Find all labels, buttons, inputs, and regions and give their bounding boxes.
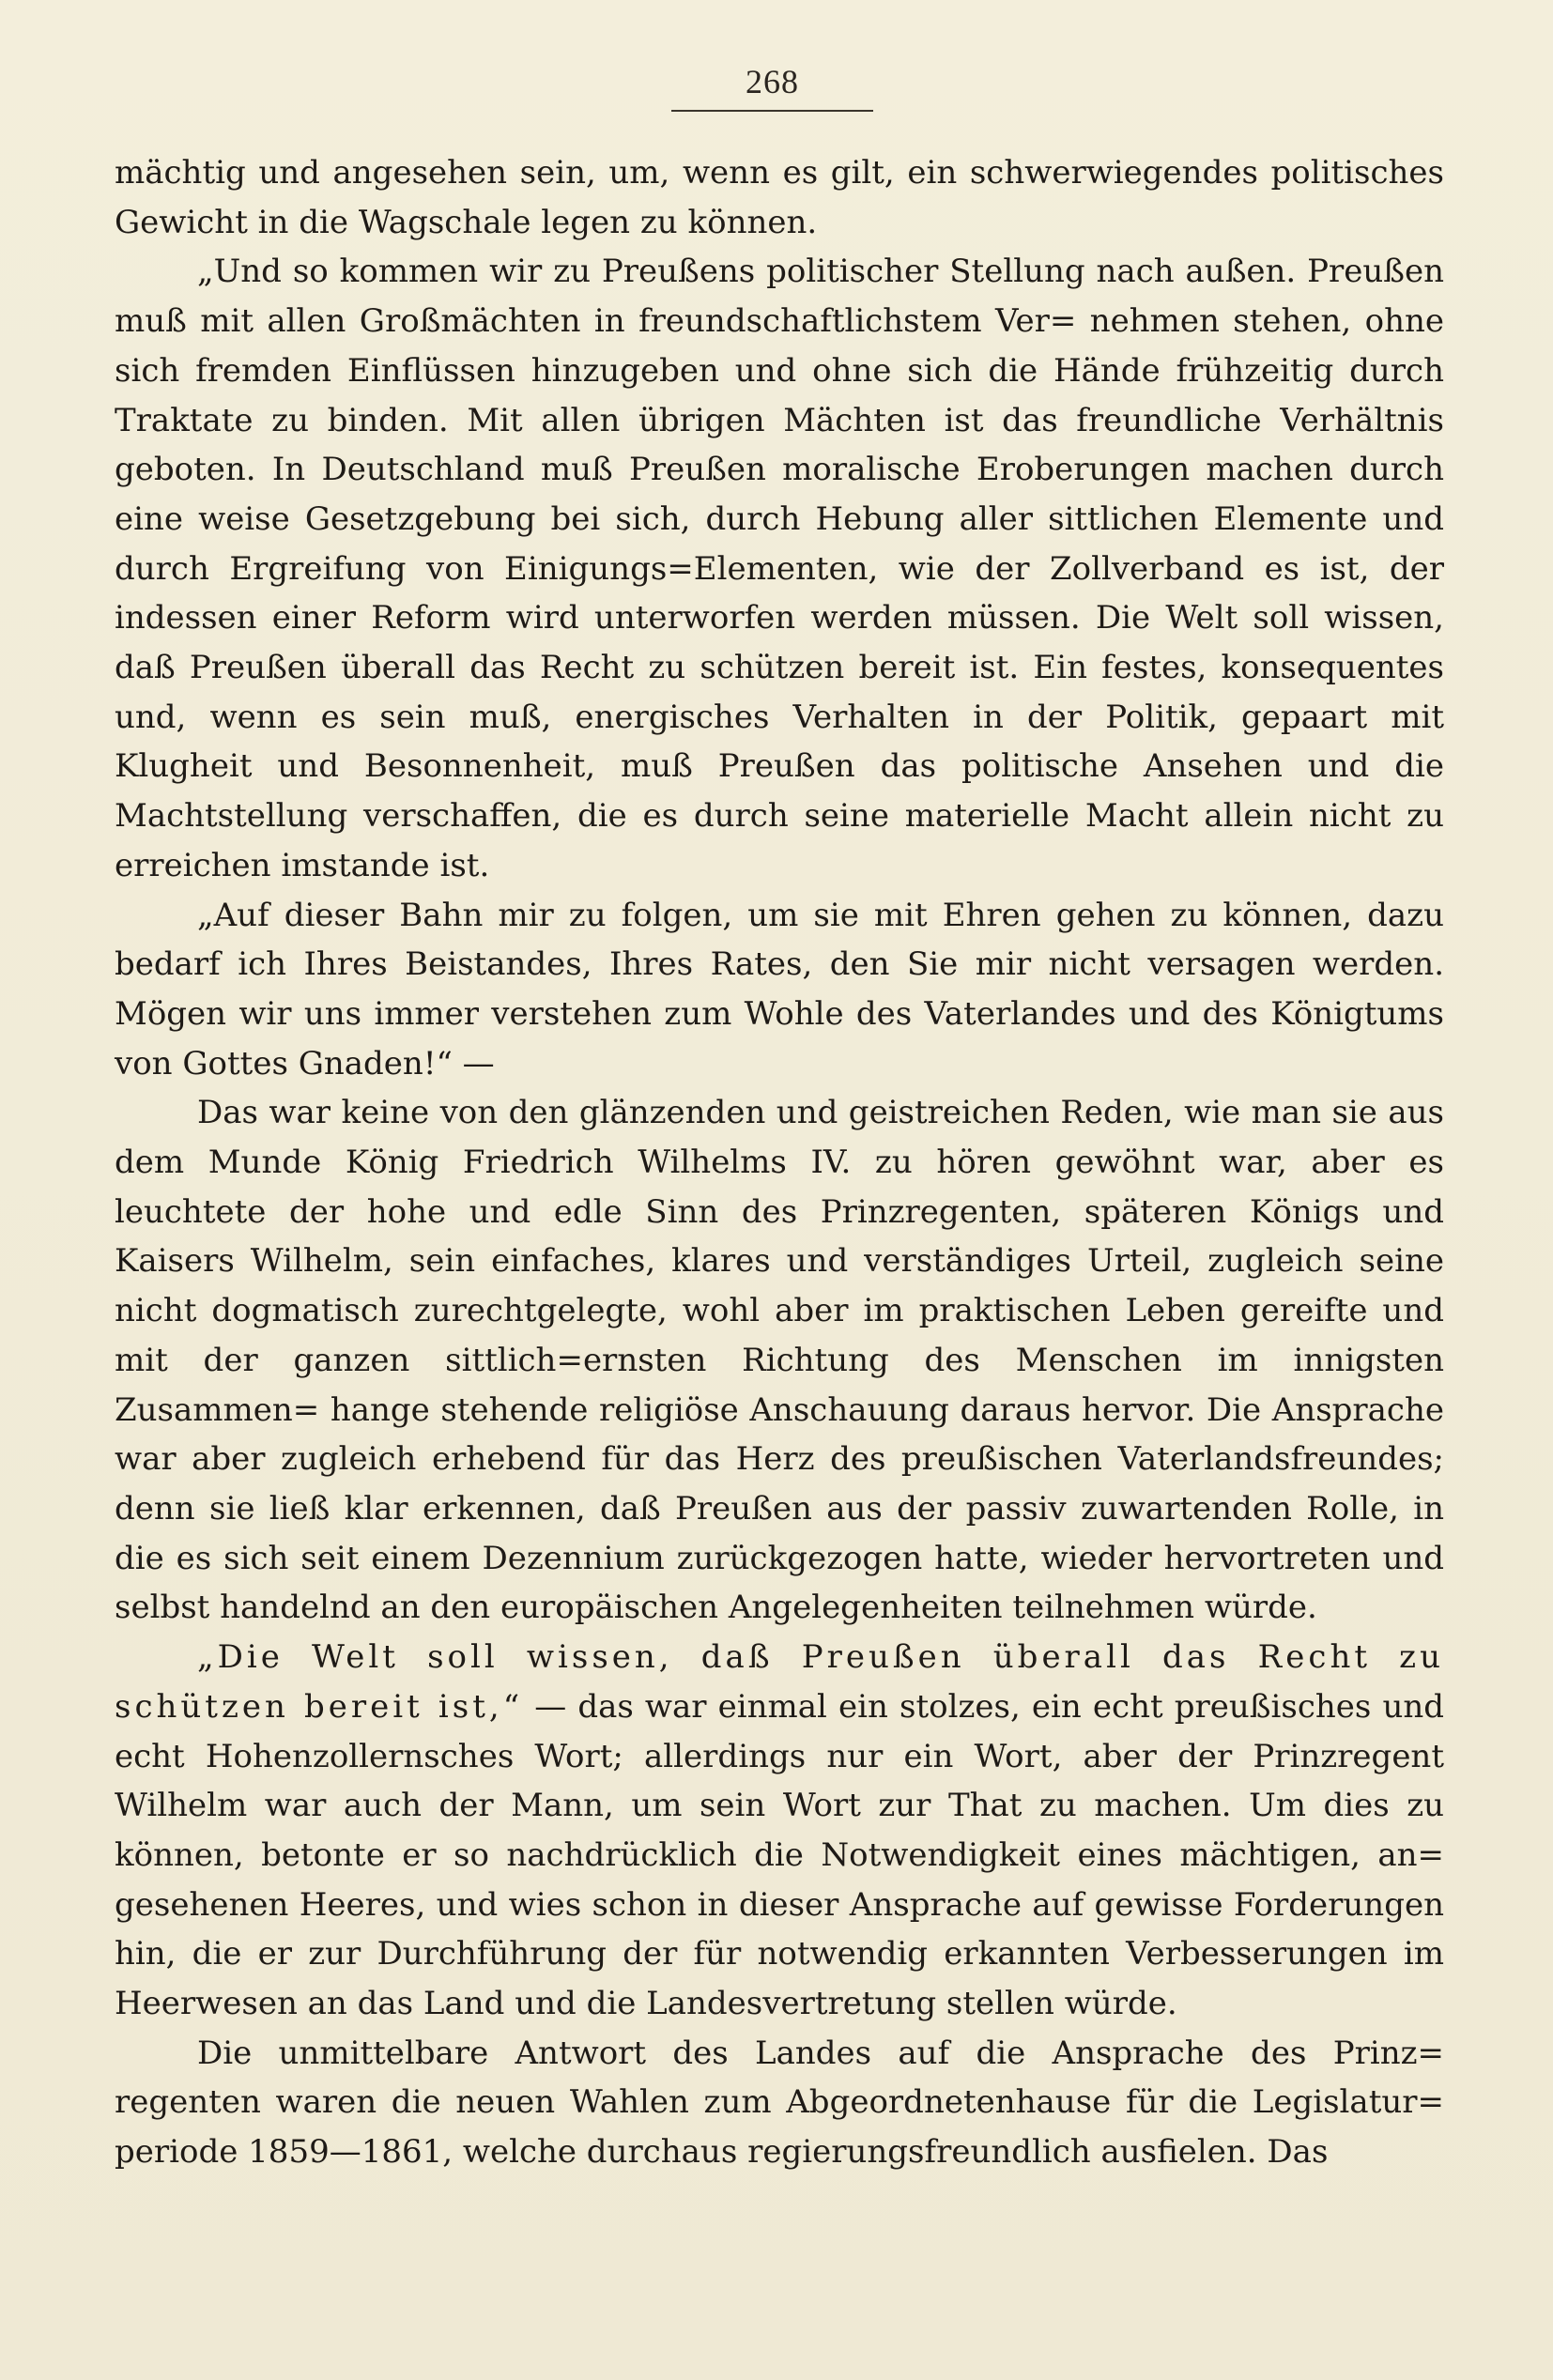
page-number: 268 bbox=[746, 63, 799, 100]
spaced-quote: „Die Welt soll wissen, daß Preußen überall das Recht zu schützen bereit ist,“ bbox=[115, 1638, 1444, 1726]
body-text bbox=[115, 148, 1444, 2177]
paragraph-4: Das war keine von den glänzenden und geistreichen Reden, wie man sie aus dem Munde König Friedrich Wilhelms IV. zu hören gewöhnt war, aber es leuchtete der hohe und edle Sinn des Prinzregenten, späteren Königs und Kaisers Wilhelm, sein einfaches, klares und verständiges Urteil, zugleich seine nicht dogmatisch zurechtgelegte, wohl aber im praktischen Leben gereifte und mit der ganzen sittlich=ernsten Richtung des Menschen im innigsten Zusammen= hange stehende religiöse Anschauung daraus hervor. Die Ansprache war aber zugleich erhebend für das Herz des preußischen Vaterlandsfreundes; denn sie ließ klar erkennen, daß Preußen aus der passiv zuwartenden Rolle, in die es sich seit einem Dezennium zurückgezogen hatte, wieder hervortreten und selbst handelnd an den europäischen Angelegenheiten teilnehmen würde. bbox=[115, 1094, 1444, 1627]
header-rule bbox=[671, 110, 873, 112]
paragraph-5 bbox=[115, 1633, 1444, 2029]
paragraph-3: „Auf dieser Bahn mir zu folgen, um sie mit Ehren gehen zu können, dazu bedarf ich Ihres Beistandes, Ihres Rates, den Sie mir nicht versagen werden. Mögen wir uns immer verstehen zum Wohle des Vaterlandes und des Königtums von Gottes Gnaden!“ — bbox=[115, 896, 1444, 1083]
paragraph-5-rest: — das war einmal ein stolzes, ein echt preußisches und echt Hohenzollernsches Wort; allerdings nur ein Wort, aber der Prinzregent Wilhelm war auch der Mann, um sein Wort zur That zu machen. Um dies zu können, betonte er so nachdrücklich die Notwendigkeit eines mächtigen, an= gesehenen Heeres, und wies schon in dieser Ansprache auf gewisse Forderungen hin, die er zur Durchführung der für notwendig erkannten Verbesserungen im Heerwesen an das Land und die Landesvertretung stellen würde. bbox=[115, 1687, 1445, 2023]
paragraph-2: „Und so kommen wir zu Preußens politischer Stellung nach außen. Preußen muß mit allen Großmächten in freundschaftlichstem Ver= nehmen stehen, ohne sich fremden Einflüssen hinzugeben und ohne sich die Hände frühzeitig durch Traktate zu binden. Mit allen übrigen Mächten ist das freundliche Verhältnis geboten. In Deutschland muß Preußen moralische Eroberungen machen durch eine weise Gesetzgebung bei sich, durch Hebung aller sittlichen Elemente und durch Ergreifung von Einigungs=Elementen, wie der Zollverband es ist, der indessen einer Reform wird unterworfen werden müssen. Die Welt soll wissen, daß Preußen überall das Recht zu schützen bereit ist. Ein festes, konsequentes und, wenn es sein muß, energisches Verhalten in der Politik, gepaart mit Klugheit und Besonnenheit, muß Preußen das politische Ansehen und die Machtstellung verschaffen, die es durch seine materielle Macht allein nicht zu erreichen imstande ist. bbox=[115, 253, 1444, 884]
paragraph-1: mächtig und angesehen sein, um, wenn es gilt, ein schwerwiegendes politisches Gewicht in die Wagschale legen zu können. bbox=[115, 154, 1444, 241]
paragraph-6: Die unmittelbare Antwort des Landes auf die Ansprache des Prinz= regenten waren die neuen Wahlen zum Abgeordnetenhause für die Legislatur= periode 1859—1861, welche durchaus regierungsfreundlich ausfielen. Das bbox=[115, 2034, 1444, 2172]
